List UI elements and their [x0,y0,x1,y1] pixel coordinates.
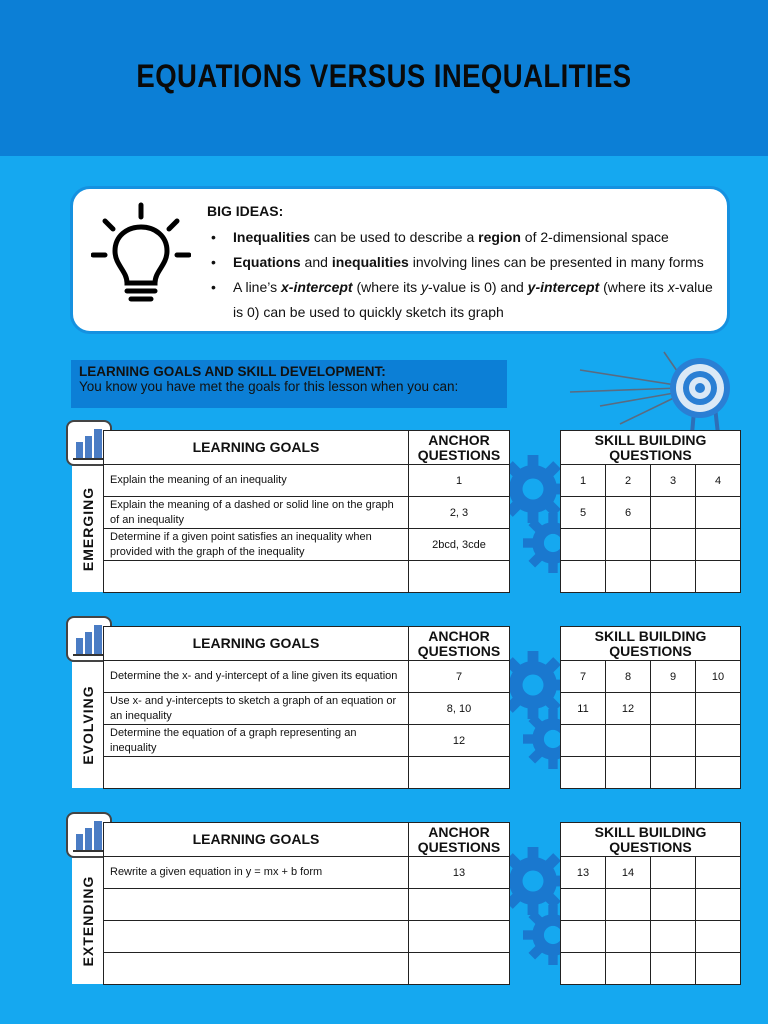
learning-goal-cell [104,921,409,953]
anchor-question-cell: 8, 10 [409,693,510,725]
skill-question-cell [606,725,651,757]
level-label [72,858,104,984]
table-row [561,921,741,953]
skill-question-cell [561,725,606,757]
skill-question-cell: 2 [606,465,651,497]
skill-question-cell [696,889,741,921]
anchor-question-cell [409,921,510,953]
skill-question-cell [606,757,651,789]
goals-banner-title: LEARNING GOALS AND SKILL DEVELOPMENT: [79,364,386,379]
anchor-question-cell [409,561,510,593]
anchor-questions-header: ANCHOR QUESTIONS [409,431,510,465]
skill-question-cell [606,953,651,985]
skill-question-cell: 1 [561,465,606,497]
learning-goal-cell: Explain the meaning of an inequality [104,465,409,497]
skill-question-cell: 9 [651,661,696,693]
table-row [104,921,510,953]
big-ideas-list [207,225,717,325]
table-row [104,857,510,889]
skill-question-cell [606,889,651,921]
learning-goal-cell: Explain the meaning of a dashed or solid line on the graph of an inequality [104,497,409,529]
anchor-question-cell: 12 [409,725,510,757]
skill-question-cell [651,757,696,789]
big-ideas-heading: BIG IDEAS: [207,203,284,219]
table-row [104,725,510,757]
skill-question-cell [696,725,741,757]
skill-building-header: SKILL BUILDING QUESTIONS [561,823,741,857]
learning-goals-table [103,430,510,593]
table-row [561,889,741,921]
learning-goal-cell [104,889,409,921]
table-row [561,497,741,529]
anchor-questions-header: ANCHOR QUESTIONS [409,627,510,661]
anchor-question-cell [409,757,510,789]
page-title: EQUATIONS VERSUS INEQUALITIES [136,58,632,94]
skill-question-cell: 12 [606,693,651,725]
skill-building-table [560,430,741,593]
learning-goal-cell: Determine the x- and y-intercept of a line given its equation [104,661,409,693]
learning-goals-header: LEARNING GOALS [104,823,409,857]
skill-question-cell: 6 [606,497,651,529]
table-row [561,465,741,497]
skill-question-cell [651,889,696,921]
skill-question-cell [651,529,696,561]
anchor-question-cell: 7 [409,661,510,693]
skill-question-cell [561,529,606,561]
table-row [104,465,510,497]
anchor-questions-header: ANCHOR QUESTIONS [409,823,510,857]
table-row [561,953,741,985]
level-label-text: EVOLVING [80,685,96,765]
skill-question-cell [561,953,606,985]
table-row [104,661,510,693]
skill-question-cell [651,693,696,725]
skill-question-cell [696,497,741,529]
table-row [561,561,741,593]
skill-question-cell [651,497,696,529]
table-row [104,693,510,725]
big-idea-item: • A line’s x-intercept (where its y-value is 0) and y-intercept (where its x-value is 0) can be used to quickly sketch its graph [207,275,717,325]
skill-question-cell: 10 [696,661,741,693]
skill-question-cell [606,529,651,561]
anchor-question-cell [409,889,510,921]
learning-goals-table [103,626,510,789]
skill-question-cell: 4 [696,465,741,497]
table-row [104,529,510,561]
table-row [561,725,741,757]
level-label [72,466,104,592]
learning-goal-cell: Use x- and y-intercepts to sketch a graph of an equation or an inequality [104,693,409,725]
skill-question-cell: 13 [561,857,606,889]
skill-question-cell [696,561,741,593]
table-row [561,757,741,789]
anchor-question-cell: 13 [409,857,510,889]
big-idea-item: • Inequalities can be used to describe a region of 2-dimensional space [207,225,717,250]
skill-question-cell [651,953,696,985]
table-row [104,497,510,529]
learning-goal-cell: Rewrite a given equation in y = mx + b form [104,857,409,889]
skill-question-cell [606,921,651,953]
learning-goal-cell [104,561,409,593]
level-label-text: EMERGING [80,486,96,572]
skill-question-cell: 8 [606,661,651,693]
learning-goals-header: LEARNING GOALS [104,627,409,661]
learning-goal-cell [104,757,409,789]
table-row [104,561,510,593]
skill-question-cell: 14 [606,857,651,889]
learning-goals-banner [71,360,507,408]
skill-question-cell [651,857,696,889]
table-row [104,757,510,789]
archery-target-icon [560,344,730,440]
skill-question-cell [696,857,741,889]
table-row [561,857,741,889]
skill-building-table [560,626,741,789]
big-idea-item: • Equations and inequalities involving lines can be presented in many forms [207,250,717,275]
skill-question-cell [696,693,741,725]
skill-question-cell: 11 [561,693,606,725]
skill-building-table [560,822,741,985]
skill-question-cell [651,921,696,953]
anchor-question-cell: 2bcd, 3cde [409,529,510,561]
skill-question-cell: 3 [651,465,696,497]
skill-question-cell [561,921,606,953]
learning-goals-header: LEARNING GOALS [104,431,409,465]
big-ideas-card [70,186,730,334]
header-banner [0,0,768,156]
skill-question-cell [651,725,696,757]
anchor-question-cell: 2, 3 [409,497,510,529]
table-row [561,529,741,561]
skill-question-cell [606,561,651,593]
skill-question-cell [696,921,741,953]
table-row [561,693,741,725]
skill-question-cell [561,757,606,789]
skill-building-header: SKILL BUILDING QUESTIONS [561,627,741,661]
skill-question-cell [696,529,741,561]
learning-goal-cell: Determine if a given point satisfies an inequality when provided with the graph of the inequality [104,529,409,561]
table-row [104,953,510,985]
learning-goals-table [103,822,510,985]
goals-banner-subtitle: You know you have met the goals for this lesson when you can: [79,379,459,394]
skill-question-cell [696,953,741,985]
table-row [104,889,510,921]
learning-goal-cell: Determine the equation of a graph representing an inequality [104,725,409,757]
table-row [561,661,741,693]
learning-goal-cell [104,953,409,985]
skill-question-cell [561,889,606,921]
skill-question-cell [696,757,741,789]
skill-question-cell: 7 [561,661,606,693]
skill-building-header: SKILL BUILDING QUESTIONS [561,431,741,465]
skill-question-cell [561,561,606,593]
skill-question-cell: 5 [561,497,606,529]
skill-question-cell [651,561,696,593]
anchor-question-cell: 1 [409,465,510,497]
level-label-text: EXTENDING [80,875,96,967]
anchor-question-cell [409,953,510,985]
level-label [72,662,104,788]
lightbulb-icon [91,199,191,309]
